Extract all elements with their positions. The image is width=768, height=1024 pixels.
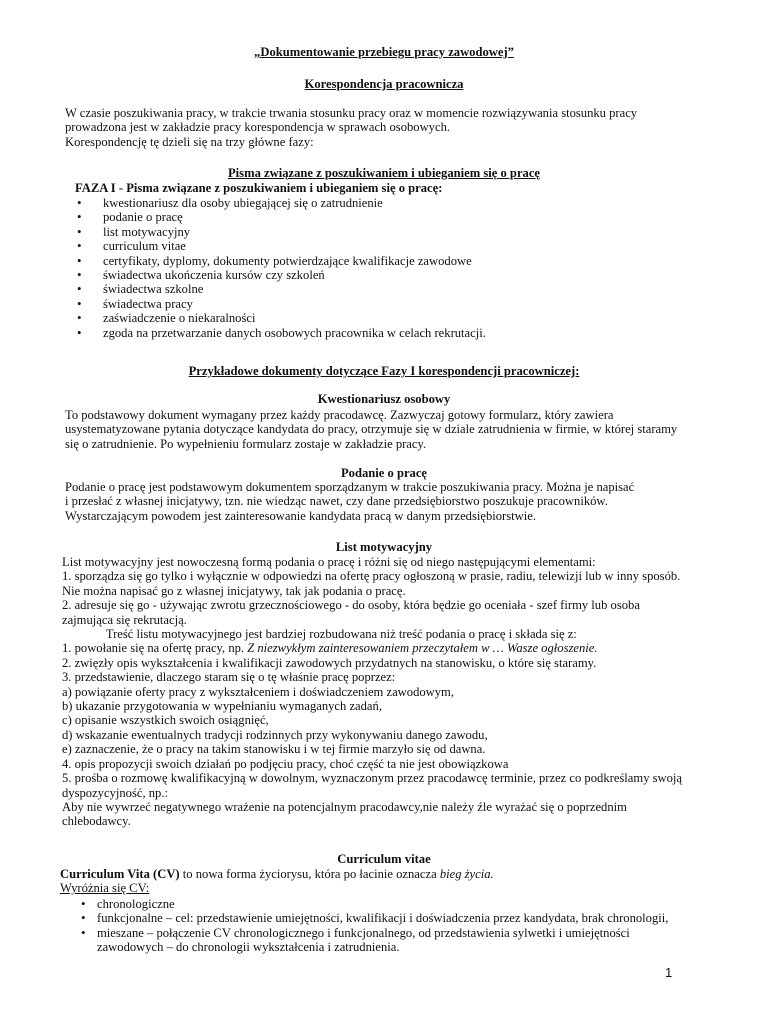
- motivation-heading: List motywacyjny: [335, 540, 433, 554]
- point-text: 1. powołanie się na ofertę pracy, np.: [62, 641, 248, 656]
- list-item-line: • mieszane – połączenie CV chronologicznego i funkcjonalnego, od przedstawienia sylwetki i umiejętności: [97, 925, 630, 940]
- list-item: • curriculum vitae: [74, 239, 714, 253]
- paragraph-line: d) wskazanie ewentualnych tradycji rodzinnych przy wykonywaniu danego zawodu,: [62, 727, 488, 742]
- paragraph-line: 4. opis propozycji swoich działań po podjęciu pracy, choć część ta nie jest obowiązkowa: [62, 756, 509, 771]
- intro-paragraph: [65, 106, 720, 149]
- intro-line: prowadzona jest w zakładzie pracy korespondencja w sprawach osobowych.: [65, 120, 451, 135]
- paragraph-line: 1. sporządza się go tylko i wyłącznie w odpowiedzi na ofertę pracy ogłoszoną w prasie, radiu, telewizji lub w inny sposób.: [62, 569, 681, 584]
- list-item: • podanie o pracę: [74, 210, 714, 224]
- list-item: • chronologiczne: [75, 897, 720, 911]
- paragraph-line: Nie można napisać go z własnej inicjatywy, tak jak podania o pracę.: [62, 583, 406, 598]
- document-subtitle: Korespondencja pracownicza: [304, 77, 464, 91]
- cv-term: Curriculum Vita (CV): [60, 867, 180, 881]
- phase1-label: FAZA I - Pisma związane z poszukiwaniem i ubieganiem się o pracę:: [75, 181, 443, 195]
- paragraph-line: dyspozycyjność, np.:: [62, 785, 168, 800]
- paragraph-line: 2. adresuje się go - używając zwrotu grzecznościowego - do osoby, która będzie go oceniała - szef firmy lub osoba: [62, 598, 640, 613]
- paragraph-line: się o zatrudnienie. Po wypełnieniu formularz zostaje w zakładzie pracy.: [65, 436, 427, 451]
- paragraph-line: i przesłać z własnej inicjatywy, tzn. nie wiedząc nawet, czy dane przedsiębiorstwo poszukuje pracowników.: [65, 494, 608, 509]
- paragraph-line: c) opisanie wszystkich swoich osiągnięć,: [62, 713, 269, 728]
- list-item: [75, 926, 720, 955]
- paragraph-line: chlebodawcy.: [62, 814, 131, 829]
- list-item: • kwestionariusz dla osoby ubiegającej się o zatrudnienie: [74, 196, 714, 210]
- cv-definition: to nowa forma życiorysu, która po łacinie oznacza: [179, 867, 440, 881]
- list-item: • list motywacyjny: [74, 225, 714, 239]
- paragraph-line: zajmująca się rekrutacją.: [62, 612, 187, 627]
- motivation-body: [62, 555, 722, 829]
- page-number: 1: [665, 965, 673, 980]
- list-item-line: zawodowych – do chronologii wykształcenia i zatrudnienia.: [97, 940, 400, 955]
- list-item: • certyfikaty, dyplomy, dokumenty potwierdzające kwalifikacje zawodowe: [74, 254, 714, 268]
- intro-line: Korespondencję tę dzieli się na trzy główne fazy:: [65, 134, 314, 149]
- paragraph-line: Podanie o pracę jest podstawowym dokumentem sporządzanym w trakcie poszukiwania pracy. Można je napisać: [65, 480, 635, 494]
- paragraph-line: a) powiązanie oferty pracy z wykształceniem i doświadczeniem zawodowym,: [62, 684, 454, 699]
- list-item: • zgoda na przetwarzanie danych osobowych pracownika w celach rekrutacji.: [74, 326, 714, 340]
- paragraph-line: [62, 641, 722, 655]
- paragraph-line: 5. prośba o rozmowę kwalifikacyjną w dowolnym, wyznaczonym przez pracodawcę terminie, przez co podkreślamy swoją: [62, 771, 683, 786]
- paragraph-line: usystematyzowane pytania dotyczące kandydata do pracy, otrzymuje się w dziale zatrudnienia w firmie, w której staramy: [65, 422, 678, 437]
- paragraph-line: 2. zwięzły opis wykształcenia i kwalifikacji zawodowych przydatnych na stanowisku, o które się staramy.: [62, 655, 597, 670]
- paragraph-line: 3. przedstawienie, dlaczego staram się o tę właśnie pracę poprzez:: [62, 670, 396, 685]
- list-item: • funkcjonalne – cel: przedstawienie umiejętności, kwalifikacji i doświadczenia przez kandydata, brak chronologii,: [75, 911, 720, 925]
- examples-heading: Przykładowe dokumenty dotyczące Fazy I korespondencji pracowniczej:: [188, 364, 580, 378]
- intro-line: W czasie poszukiwania pracy, w trakcie trwania stosunku pracy oraz w momencie rozwiązywania stosunku pracy: [65, 106, 638, 120]
- paragraph-line: e) zaznaczenie, że o pracy na takim stanowisku i w tej firmie marzyło się od dawna.: [62, 742, 486, 757]
- list-item: • świadectwa pracy: [74, 297, 714, 311]
- paragraph-line: [60, 867, 725, 881]
- paragraph-line: List motywacyjny jest nowoczesną formą podania o pracę i różni się od niego następującymi elementami:: [62, 555, 596, 569]
- list-item: • zaświadczenie o niekaralności: [74, 311, 714, 325]
- cv-heading: Curriculum vitae: [337, 852, 431, 866]
- paragraph-line: Treść listu motywacyjnego jest bardziej rozbudowana niż treść podania o pracę i składa się z:: [62, 627, 577, 642]
- application-paragraph: [65, 480, 720, 523]
- paragraph-line: Wystarczającym powodem jest zainteresowanie kandydata pracą w danym przedsiębiorstwie.: [65, 508, 536, 523]
- questionnaire-paragraph: [65, 408, 720, 451]
- application-heading: Podanie o pracę: [340, 466, 428, 480]
- list-item: • świadectwa ukończenia kursów czy szkoleń: [74, 268, 714, 282]
- phase-heading: Pisma związane z poszukiwaniem i ubieganiem się o pracę: [227, 166, 541, 180]
- phase1-list: [74, 196, 714, 340]
- paragraph-line: Aby nie wywrzeć negatywnego wrażenie na potencjalnym pracodawcy,nie należy źle wyrażać się o poprzednim: [62, 799, 627, 814]
- document-title: „Dokumentowanie przebiegu pracy zawodowej”: [254, 45, 514, 59]
- paragraph-line: b) ukazanie przygotowania w wypełnianiu wymaganych zadań,: [62, 699, 382, 714]
- paragraph-line: To podstawowy dokument wymagany przez każdy pracodawcę. Zazwyczaj gotowy formularz, który zawiera: [65, 408, 614, 422]
- cv-types-list: [75, 897, 720, 955]
- list-item: • świadectwa szkolne: [74, 282, 714, 296]
- cv-meaning: bieg życia.: [439, 867, 494, 881]
- questionnaire-heading: Kwestionariusz osobowy: [317, 392, 451, 406]
- cv-types-label: Wyróżnia się CV:: [60, 881, 150, 896]
- point-example: Z niezwykłym zainteresowaniem przeczytałem w … Wasze ogłoszenie.: [247, 641, 598, 656]
- cv-intro: [60, 867, 725, 896]
